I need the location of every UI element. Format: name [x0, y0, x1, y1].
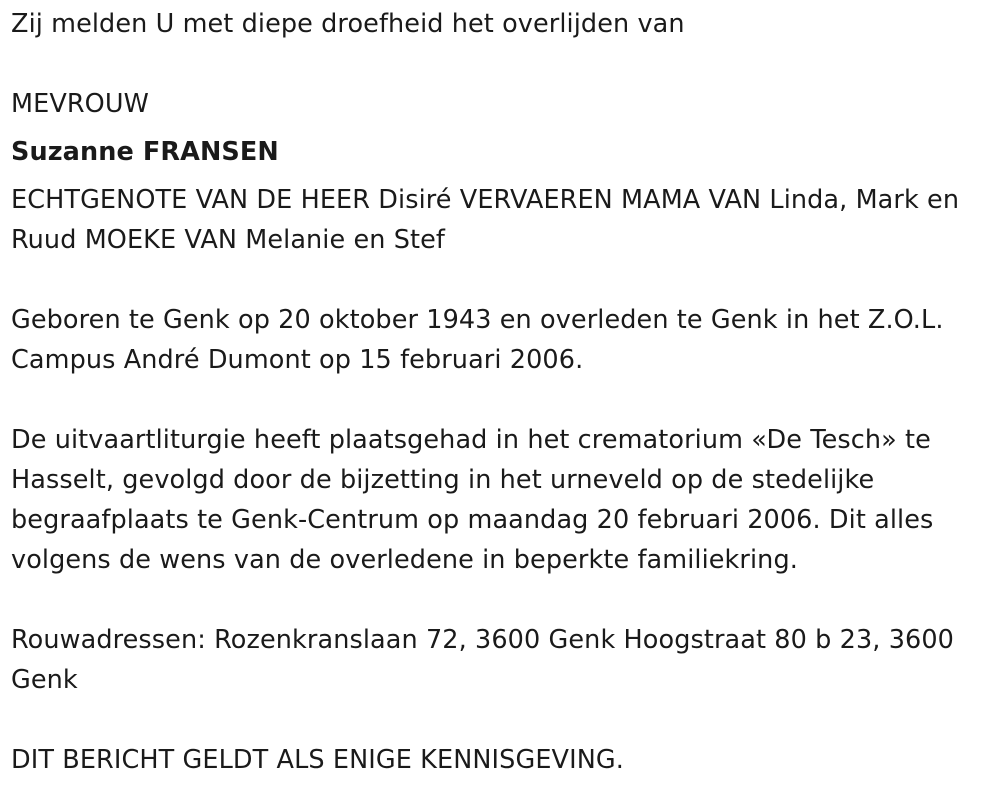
- spacer: [11, 44, 991, 84]
- spacer: [11, 172, 991, 180]
- intro-text: Zij melden U met diepe droefheid het overlijden van: [11, 9, 685, 39]
- spacer: [11, 700, 991, 740]
- birth-death-text: Geboren te Genk op 20 oktober 1943 en overleden te Genk in het Z.O.L. Campus André Dumont op 15 februari 2006.: [11, 305, 944, 375]
- deceased-name: Suzanne FRANSEN: [11, 137, 279, 167]
- spacer: [11, 260, 991, 300]
- addresses-text: Rouwadressen: Rozenkranslaan 72, 3600 Genk Hoogstraat 80 b 23, 3600 Genk: [11, 625, 955, 695]
- death-notice: [11, 0, 991, 780]
- family-text: ECHTGENOTE VAN DE HEER Disiré VERVAEREN MAMA VAN Linda, Mark en Ruud MOEKE VAN Melanie en Stef: [11, 185, 960, 255]
- ceremony-text: De uitvaartliturgie heeft plaatsgehad in het crematorium «De Tesch» te Hasselt, gevolgd door de bijzetting in het urneveld op de stedelijke begraafplaats te Genk-Centrum op maandag 20 februari 2006. Dit alles volgens de wens van de overledene in beperkte familiekring.: [11, 425, 934, 575]
- salutation: MEVROUW: [11, 89, 149, 119]
- notice-text: DIT BERICHT GELDT ALS ENIGE KENNISGEVING.: [11, 745, 624, 775]
- spacer: [11, 580, 991, 620]
- spacer: [11, 380, 991, 420]
- spacer: [11, 124, 991, 132]
